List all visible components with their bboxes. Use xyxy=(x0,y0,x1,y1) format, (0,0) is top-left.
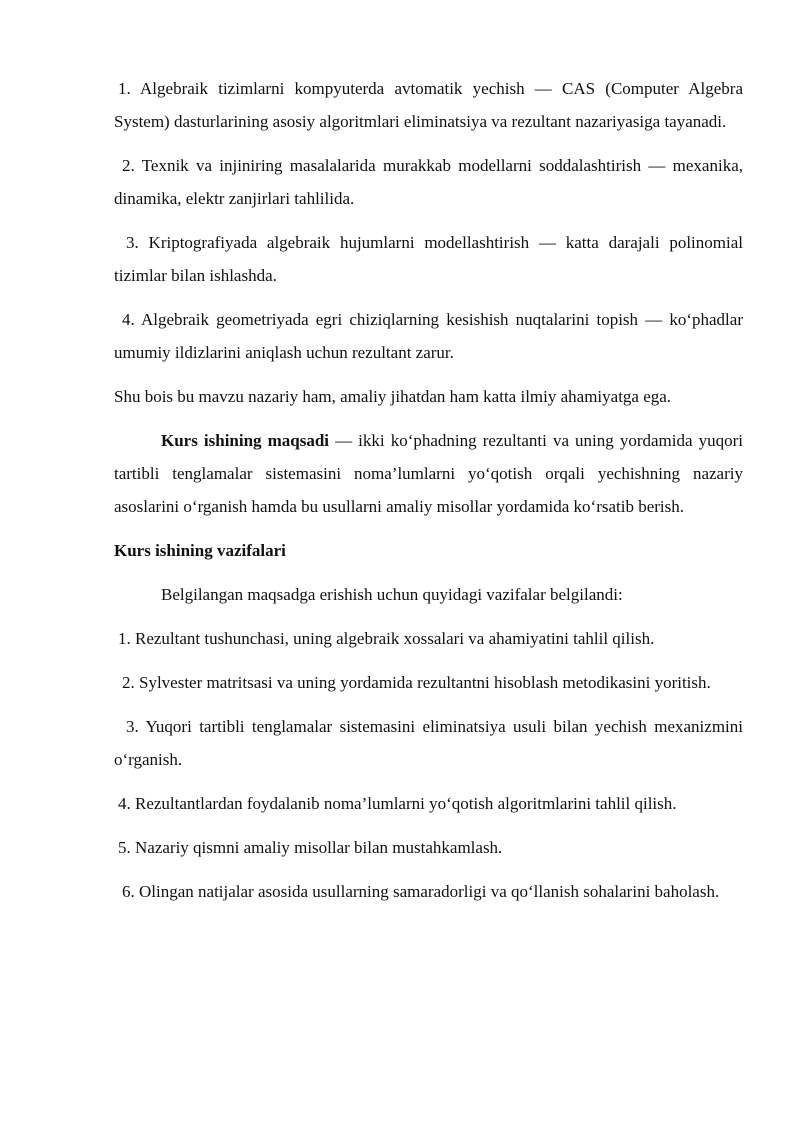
task-item-1: 1. Rezultant tushunchasi, uning algebraik xossalari va ahamiyatini tahlil qilish. xyxy=(118,629,655,648)
intro-item-2: 2. Texnik va injiniring masalalarida murakkab modellarni soddalashtirish — mexanika, dinamika, elektr zanjirlari tahlilida. xyxy=(114,156,743,208)
task-item-4: 4. Rezultantlardan foydalanib noma’lumlarni yo‘qotish algoritmlarini tahlil qilish. xyxy=(118,794,677,813)
goal-paragraph xyxy=(114,424,743,523)
tasks-intro: Belgilangan maqsadga erishish uchun quyidagi vazifalar belgilandi: xyxy=(161,585,623,604)
task-item-6: 6. Olingan natijalar asosida usullarning samaradorligi va qo‘llanish sohalarini baholash. xyxy=(122,882,720,901)
tasks-heading: Kurs ishining vazifalari xyxy=(114,541,286,560)
goal-text: — ikki ko‘phadning rezultanti va uning yordamida yuqori tartibli tenglamalar sistemasini noma’lumlarni yo‘qotish orqali yechishning nazariy asoslarini o‘rganish hamda bu usullarni amaliy misollar yordamida ko‘rsatib berish. xyxy=(114,431,744,516)
task-item-3: 3. Yuqori tartibli tenglamalar sistemasini eliminatsiya usuli bilan yechish mexanizmini o‘rganish. xyxy=(114,717,743,769)
task-item-2: 2. Sylvester matritsasi va uning yordamida rezultantni hisoblash metodikasini yoritish. xyxy=(122,673,711,692)
intro-item-3: 3. Kriptografiyada algebraik hujumlarni modellashtirish — katta darajali polinomial tizimlar bilan ishlashda. xyxy=(114,233,743,285)
intro-item-1: 1. Algebraik tizimlarni kompyuterda avtomatik yechish — CAS (Computer Algebra System) dasturlarining asosiy algoritmlari eliminatsiya va rezultant nazariyasiga tayanadi. xyxy=(114,79,743,131)
task-item-5: 5. Nazariy qismni amaliy misollar bilan mustahkamlash. xyxy=(118,838,503,857)
goal-label: Kurs ishining maqsadi xyxy=(161,431,330,450)
intro-item-4: 4. Algebraik geometriyada egri chiziqlarning kesishish nuqtalarini topish — ko‘phadlar umumiy ildizlarini aniqlash uchun rezultant zarur. xyxy=(114,310,743,362)
conclusion-paragraph: Shu bois bu mavzu nazariy ham, amaliy jihatdan ham katta ilmiy ahamiyatga ega. xyxy=(114,387,672,406)
